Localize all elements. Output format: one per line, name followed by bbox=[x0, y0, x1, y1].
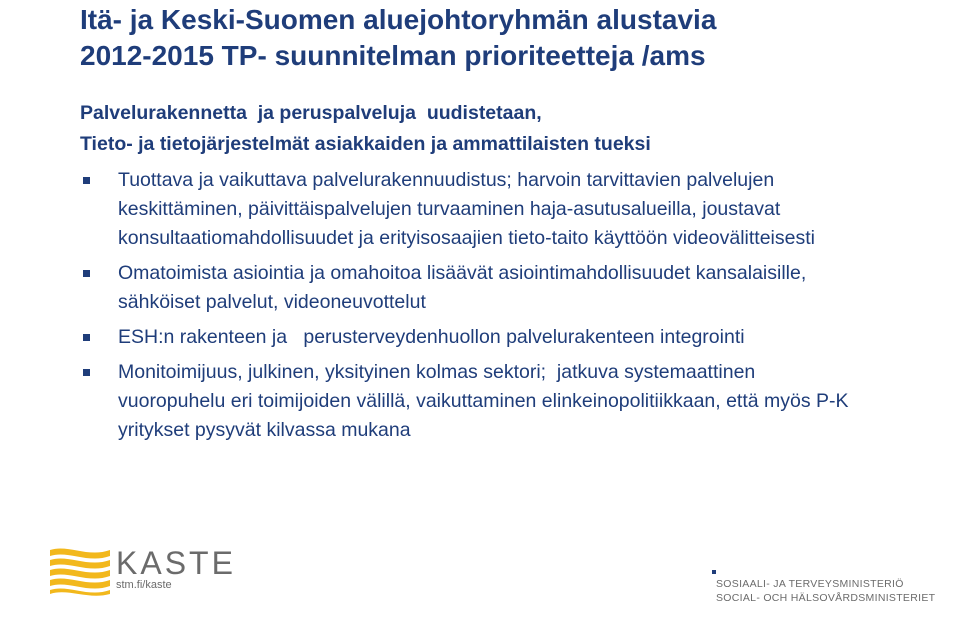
bullet-item bbox=[80, 166, 860, 253]
title-line-1: Itä- ja Keski-Suomen aluejohtoryhmän alustavia bbox=[80, 4, 717, 35]
intro-line-1: Palvelurakennetta ja peruspalveluja uudistetaan, bbox=[80, 102, 542, 124]
bullet-text: Monitoimijuus, julkinen, yksityinen kolmas sektori; jatkuva systemaattinen vuoropuhelu eri toimijoiden välillä, vaikuttaminen elinkeinopolitiikkaan, että myös P-K yritykset pysyvät kilvassa mukana bbox=[118, 361, 854, 441]
bullet-square-icon bbox=[83, 369, 90, 376]
kaste-logo bbox=[48, 544, 238, 598]
kaste-url: stm.fi/kaste bbox=[116, 579, 172, 591]
bullet-text: Omatoimista asiointia ja omahoitoa lisäävät asiointimahdollisuudet kansalaisille, sähköiset palvelut, videoneuvottelut bbox=[118, 262, 807, 313]
bullet-square-icon bbox=[83, 270, 90, 277]
bullet-text: ESH:n rakenteen ja perusterveydenhuollon palvelurakenteen integrointi bbox=[118, 326, 745, 348]
bullet-square-icon bbox=[83, 177, 90, 184]
title-line-2: 2012-2015 TP- suunnitelman prioriteetteja /ams bbox=[80, 40, 706, 71]
bullet-item bbox=[80, 323, 860, 352]
ministry-square-icon bbox=[712, 570, 716, 574]
kaste-stripes-icon bbox=[48, 544, 112, 598]
intro-line-2: Tieto- ja tietojärjestelmät asiakkaiden ja ammattilaisten tueksi bbox=[80, 133, 651, 155]
bullet-text: Tuottava ja vaikuttava palvelurakennuudistus; harvoin tarvittavien palvelujen keskittäminen, päivittäispalvelujen turvaaminen haja-asutusalueilla, joustavat konsultaatiomahdollisuudet ja erityisosaajien tieto-taito käyttöön videovälitteisesti bbox=[118, 169, 815, 249]
bullet-square-icon bbox=[83, 334, 90, 341]
slide-title bbox=[80, 2, 940, 74]
ministry-name-sv: SOCIAL- OCH HÄLSOVÅRDSMINISTERIET bbox=[716, 592, 936, 604]
bullet-list bbox=[80, 166, 860, 451]
intro-text bbox=[80, 98, 940, 160]
bullet-item bbox=[80, 358, 860, 445]
ministry-logo bbox=[712, 570, 952, 610]
bullet-item bbox=[80, 259, 860, 317]
ministry-name-fi: SOSIAALI- JA TERVEYSMINISTERIÖ bbox=[716, 578, 904, 590]
kaste-wordmark: KASTE bbox=[116, 545, 236, 581]
